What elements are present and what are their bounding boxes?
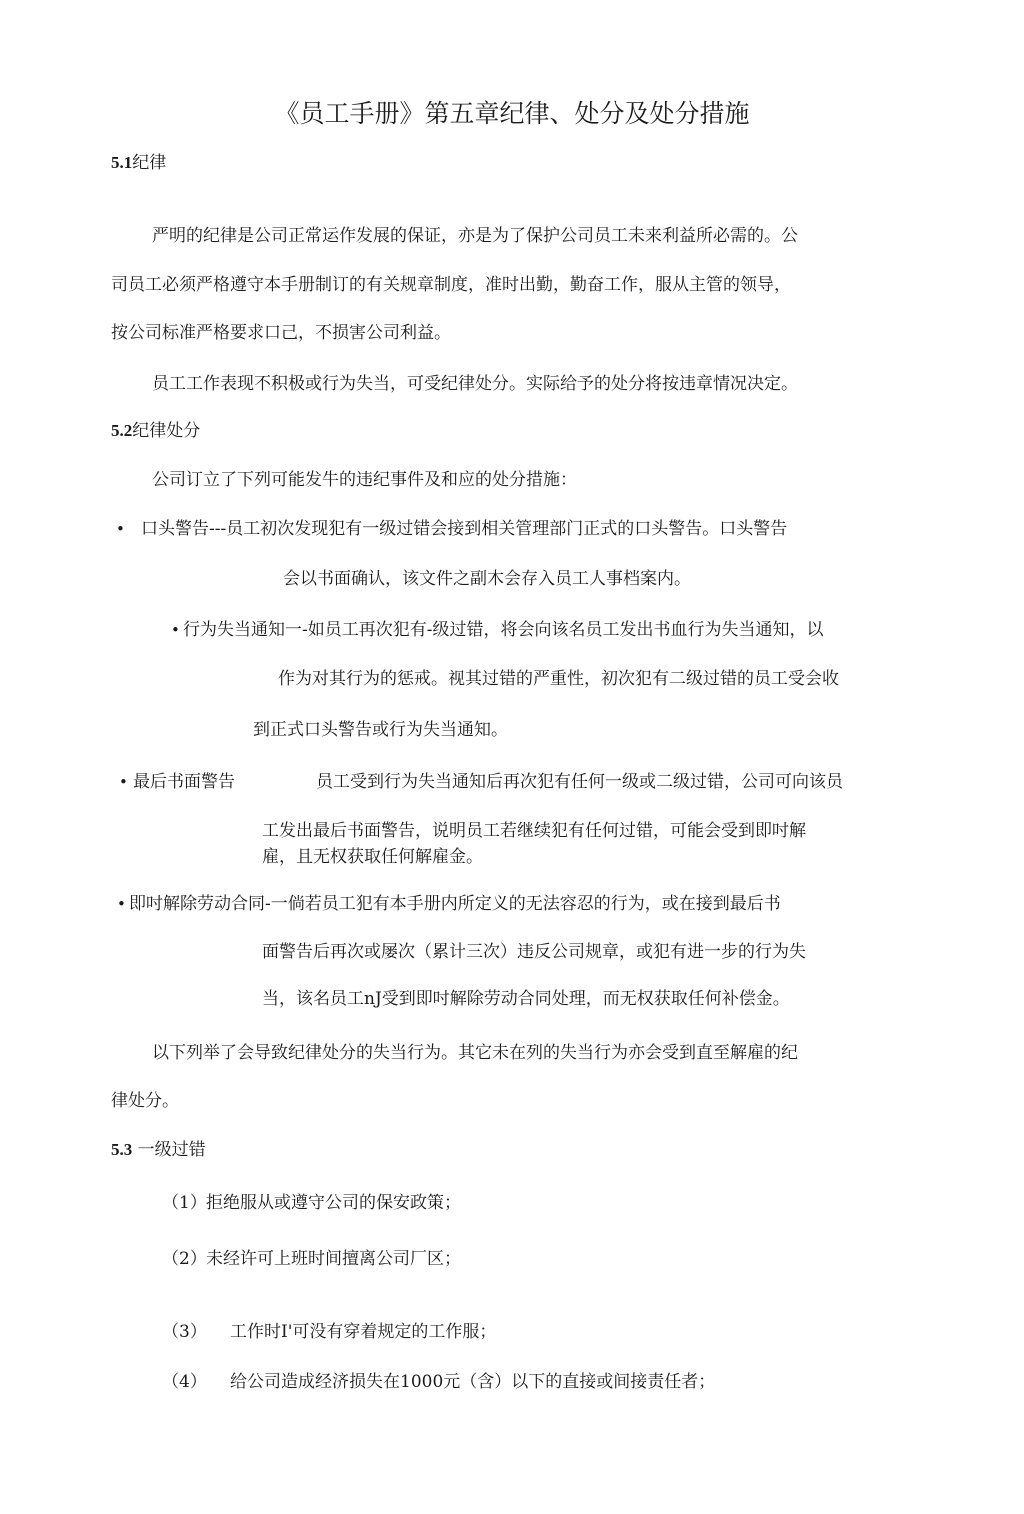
paragraph-line: 公司订立了下列可能发牛的违纪事件及和应的处分措施： — [152, 470, 577, 490]
section-title: 纪律 — [132, 153, 167, 173]
section-title: 纪律处分 — [132, 421, 201, 441]
section-number: 5.2 — [111, 421, 133, 440]
list-item-number: （3） — [162, 1322, 207, 1342]
paragraph-line: 严明的纪律是公司正常运作发展的保证，亦是为了保护公司员工未来利益所必需的。公 — [152, 226, 798, 246]
list-item-label: 最后书面警告 — [133, 772, 235, 792]
list-item-line: 口头警告---员工初次发现犯有一级过错会接到相关管理部门正式的口头警告。口头警告 — [141, 519, 788, 539]
paragraph-line: 律处分。 — [111, 1091, 179, 1111]
section-heading-5-2 — [111, 420, 200, 442]
section-heading-5-1 — [111, 152, 166, 174]
paragraph-line: 员工工作表现不积极或行为失当，可受纪律处分。实际给予的处分将按违章情况决定。 — [152, 374, 798, 394]
list-item-number: （1） — [162, 1193, 207, 1213]
list-item-line: 作为对其行为的惩戒。视其过错的严重性，初次犯有二级过错的员工受会收 — [278, 669, 839, 689]
list-item-number: （4） — [162, 1372, 207, 1392]
list-item-line: 到正式口头警告或行为失当通知。 — [253, 720, 508, 740]
page-title: 《员工手册》第五章纪律、处分及处分措施 — [274, 99, 750, 128]
bullet-icon: • — [119, 773, 128, 791]
list-item-number: （2） — [162, 1249, 207, 1269]
bullet-icon: • — [116, 520, 125, 538]
list-item-line: 即吋解除劳动合同-一倘若员工犯有本手册内所定义的无法容忍的行为，或在接到最后书 — [129, 894, 781, 914]
bullet-icon: • — [171, 621, 180, 639]
list-item-line: 行为失当通知一-如员工再次犯有-级过错，将会向该名员工发出书血行为失当通知，以 — [183, 620, 824, 640]
list-item-text: 工作时I'可没有穿着规定的工作服； — [230, 1322, 497, 1342]
list-item-line: 会以书面确认，该文件之副木会存入员工人事档案内。 — [283, 569, 691, 589]
paragraph-line: 以下列举了会导致纪律处分的失当行为。其它未在列的失当行为亦会受到直至解雇的纪 — [152, 1043, 798, 1063]
list-item-line: 面警告后再次或屡次（累计三次）违反公司规章，或犯有进一步的行为失 — [262, 942, 806, 962]
list-item-text: 未经许可上班时间擅离公司厂区； — [206, 1249, 461, 1269]
section-title: 一级过错 — [132, 1140, 206, 1160]
paragraph-line: 司员工必须严格遵守本手册制订的有关规章制度，准时出勤，勤奋工作，服从主管的领导， — [111, 275, 791, 295]
section-heading-5-3 — [111, 1139, 206, 1161]
section-number: 5.3 — [111, 1140, 133, 1159]
list-item-line: 雇，且无权获取任何解雇金。 — [262, 847, 483, 867]
section-number: 5.1 — [111, 153, 133, 172]
bullet-icon: • — [117, 895, 126, 913]
list-item-text: 拒绝服从或遵守公司的保安政策； — [206, 1193, 461, 1213]
list-item-line: 员工受到行为失当通知后再次犯有任何一级或二级过错，公司可向该员 — [316, 772, 843, 792]
list-item-text: 给公司造成经济损失在1000元（含）以下的直接或间接责任者； — [230, 1372, 716, 1392]
list-item-line: 工发出最后书面警告，说明员工若继续犯有任何过错，可能会受到即吋解 — [262, 821, 806, 841]
list-item-line: 当，该名员工nJ受到即吋解除劳动合同处理，而无权获取任何补偿金。 — [262, 989, 790, 1009]
paragraph-line: 按公司标准严格要求口己，不损害公司利益。 — [111, 323, 451, 343]
